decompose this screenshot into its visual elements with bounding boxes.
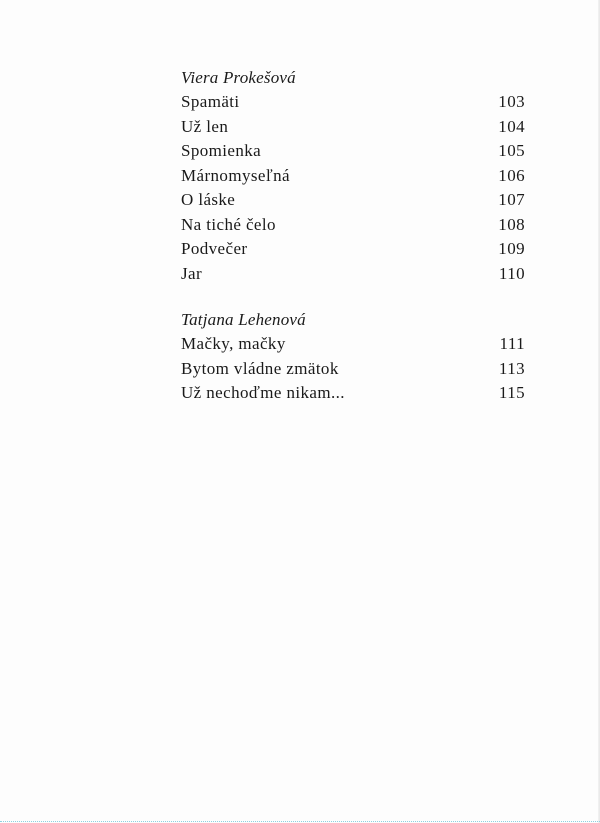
toc-entry [181,164,525,189]
toc-section [181,308,525,406]
entry-title: Bytom vládne zmätok [181,358,339,378]
toc-entry [181,381,525,406]
entry-title: Už nechoďme nikam... [181,383,345,402]
toc-entry [181,213,525,238]
entry-page-number: 107 [498,190,525,209]
entry-title: Na tiché čelo [181,214,276,234]
author-heading: Viera Prokešová [181,68,296,87]
entry-page-number: 103 [498,92,525,111]
table-of-contents [181,66,525,406]
entry-title: Už len [181,116,229,136]
author-heading: Tatjana Lehenová [181,310,306,329]
entry-title: Spomienka [181,141,262,160]
entry-page-number: 106 [498,165,525,185]
entry-title: Podvečer [181,239,248,258]
entry-page-number: 110 [498,263,525,283]
entry-page-number: 104 [498,116,525,136]
entry-page-number: 111 [499,334,525,353]
toc-entry [181,237,525,262]
entry-title: Mačky, mačky [181,334,286,353]
toc-section [181,66,525,286]
toc-entry [181,115,525,140]
entry-page-number: 115 [498,383,525,402]
scan-edge-line [0,821,600,822]
entry-page-number: 105 [498,141,525,160]
entry-title: Spamäti [181,92,240,111]
toc-entry [181,357,525,382]
entry-page-number: 108 [498,214,525,234]
toc-entry [181,188,525,213]
toc-entry [181,262,525,287]
entry-title: Jar [181,263,203,283]
toc-entry [181,90,525,115]
entry-title: O láske [181,190,236,209]
entry-title: Márnomyseľná [181,165,290,185]
toc-entry [181,139,525,164]
entry-page-number: 109 [498,239,525,258]
entry-page-number: 113 [498,358,525,378]
toc-entry [181,332,525,357]
